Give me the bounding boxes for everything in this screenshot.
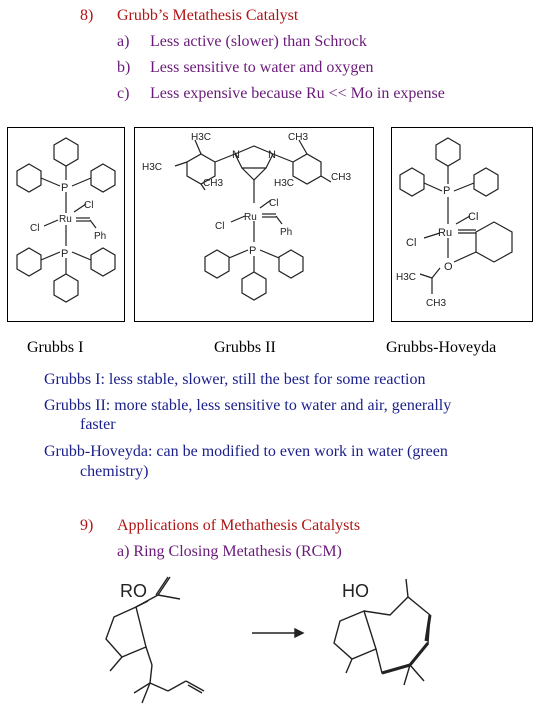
g2-h3c-left: H3C [142,162,163,173]
section-9-title: Applications of Methathesis Catalysts [117,517,361,534]
hv-o: O [444,261,453,273]
g2-ch3-right: CH3 [331,172,352,183]
grubbs-1-structure [7,127,125,322]
hv-ch3: CH3 [426,298,447,309]
note-grubbs-1: Grubbs I: less stable, slower, still the best for some reaction [44,371,426,388]
g1-ph: Ph [94,231,107,242]
g2-h3c-right-low: H3C [274,178,295,189]
section-9-number: 9) [80,517,94,534]
grubbs-2-structure [134,127,374,322]
item-b-letter: b) [117,59,131,76]
product-five-ring [334,611,376,659]
g2-n-left: N [232,149,240,161]
grubbs-2-diagram [135,128,373,321]
hoveyda-structure [391,127,533,322]
item-c-text: Less expensive because Ru << Mo in expense [150,85,445,102]
g1-ru: Ru [59,214,72,225]
item-a-letter: a) [117,33,130,50]
g2-cl-left: Cl [215,221,225,232]
item-b-text: Less sensitive to water and oxygen [150,59,374,76]
g1-p-bottom: P [61,248,69,260]
hv-cl-left: Cl [406,237,417,249]
section-8-number: 8) [80,7,94,24]
item-a-text: Less active (slower) than Schrock [150,33,367,50]
g1-cl-top: Cl [84,200,94,211]
caption-grubbs-1: Grubbs I [27,339,84,356]
g2-cl-top: Cl [269,198,279,209]
section-8-title: Grubb’s Metathesis Catalyst [117,7,299,24]
hv-h3c: H3C [396,272,417,283]
caption-hoveyda: Grubbs-Hoveyda [386,339,497,356]
hv-cl-top: Cl [468,211,479,223]
hv-ru: Ru [438,227,453,239]
hv-p: P [443,185,451,197]
g2-ru: Ru [244,212,257,223]
g2-p: P [249,245,257,257]
g2-n-right: N [268,149,276,161]
g2-h3c-top: H3C [191,132,212,143]
reactant-label: RO [120,581,147,601]
g2-ch3-left-low: CH3 [203,178,224,189]
hoveyda-diagram [392,128,532,321]
product-label: HO [342,581,369,601]
note-hoveyda-line-2: chemistry) [80,463,149,480]
section-9-subheading: a) Ring Closing Metathesis (RCM) [117,543,342,560]
g1-p-top: P [61,182,69,194]
note-grubbs-2-line-1: Grubbs II: more stable, less sensitive to water and air, generally [44,397,452,414]
note-grubbs-2-line-2: faster [80,416,116,433]
note-hoveyda-line-1: Grubb-Hoveyda: can be modified to even work in water (green [44,443,448,460]
rcm-reaction-scheme [90,575,530,715]
reactant-ring [106,607,146,657]
g2-ph: Ph [280,227,293,238]
grubbs-1-diagram [8,128,124,321]
caption-grubbs-2: Grubbs II [214,339,276,356]
product-eight-ring [364,597,430,673]
g2-ch3-top: CH3 [288,132,309,143]
item-c-letter: c) [117,85,130,102]
g1-cl-left: Cl [30,223,40,234]
